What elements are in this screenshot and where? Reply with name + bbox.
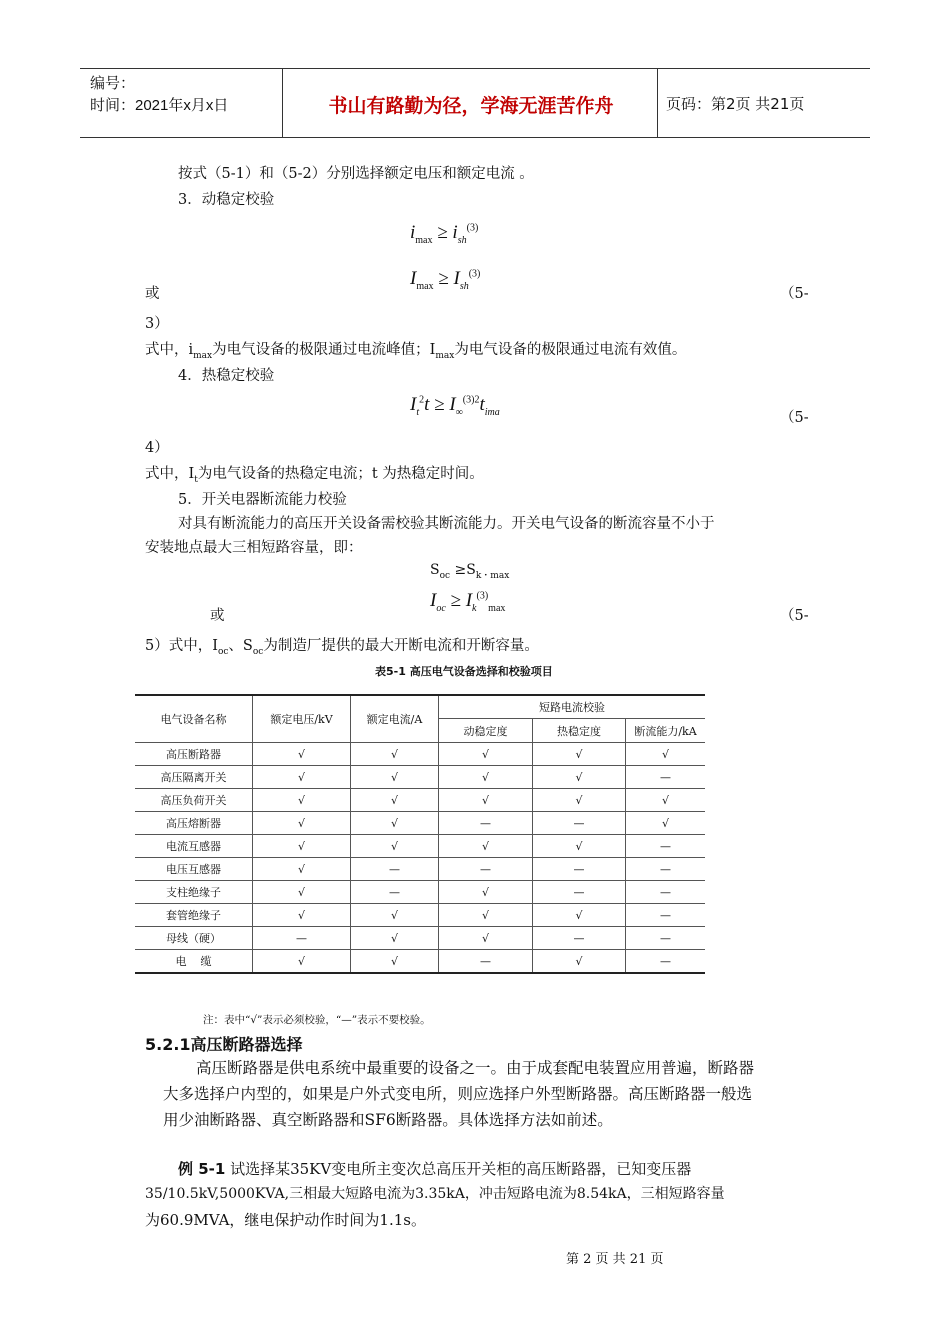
table-cell: √ — [533, 950, 626, 974]
table-cell: — — [626, 835, 706, 858]
table-row — [135, 789, 705, 812]
table-cell: 电流互感器 — [135, 835, 253, 858]
column-header: 额定电流/A — [351, 695, 439, 743]
table-cell: √ — [533, 743, 626, 766]
example-line: 例 5-1 试选择某35KV变电所主变次总高压开关柜的高压断路器，已知变压器 — [178, 1160, 692, 1178]
table-cell: — — [533, 927, 626, 950]
page-footer: 第 2 页 共 21 页 — [566, 1252, 664, 1267]
table-cell: √ — [253, 789, 351, 812]
header-left — [90, 73, 228, 117]
table-cell: √ — [351, 950, 439, 974]
equation-number: 4） — [145, 440, 169, 456]
table-cell: √ — [253, 881, 351, 904]
table-row — [135, 835, 705, 858]
table-cell: — — [626, 881, 706, 904]
table-row — [135, 743, 705, 766]
column-subheader: 断流能力/kA — [626, 719, 706, 743]
table-cell: √ — [439, 743, 533, 766]
table-cell: √ — [533, 766, 626, 789]
example-line: 35/10.5kV,5000KVA,三相最大短路电流为3.35kA，冲击短路电流为8.54kA，三相短路容量 — [145, 1186, 725, 1202]
equation-number: （5- — [780, 286, 809, 302]
table-cell: √ — [439, 927, 533, 950]
table-cell: √ — [533, 904, 626, 927]
table-cell: √ — [253, 766, 351, 789]
column-header: 额定电压/kV — [253, 695, 351, 743]
table-cell: 高压负荷开关 — [135, 789, 253, 812]
table-cell: — — [626, 858, 706, 881]
body-paragraph: 对具有断流能力的高压开关设备需校验其断流能力。开关电气设备的断流容量不小于 — [178, 516, 715, 532]
table-cell: √ — [439, 904, 533, 927]
table-cell: 高压隔离开关 — [135, 766, 253, 789]
table-cell: √ — [626, 789, 706, 812]
table-cell: — — [626, 766, 706, 789]
column-subheader: 热稳定度 — [533, 719, 626, 743]
table-cell: 电压互感器 — [135, 858, 253, 881]
equation-number: （5- — [780, 410, 809, 426]
table-cell: √ — [439, 766, 533, 789]
table-cell: 母线（硬） — [135, 927, 253, 950]
table-cell: √ — [351, 904, 439, 927]
table-cell: — — [626, 904, 706, 927]
example-label: 例 5-1 — [178, 1160, 226, 1178]
body-paragraph: 安装地点最大三相短路容量，即： — [145, 540, 363, 556]
body-line: 按式（5-1）和（5-2）分别选择额定电压和额定电流 。 — [178, 166, 534, 182]
table-note: 注：表中“√”表示必须校验，“—”表示不要校验。 — [203, 1014, 431, 1026]
table-cell: √ — [253, 904, 351, 927]
header-divider — [282, 69, 283, 137]
subheading-dynamic-stability: 3．动稳定校验 — [178, 192, 275, 208]
table-cell: √ — [351, 766, 439, 789]
table-cell: 高压断路器 — [135, 743, 253, 766]
table-cell: — — [533, 812, 626, 835]
section-paragraph: 高压断路器是供电系统中最重要的设备之一。由于成套配电装置应用普遍，断路器 — [196, 1059, 755, 1077]
table-cell: 高压熔断器 — [135, 812, 253, 835]
column-subheader: 动稳定度 — [439, 719, 533, 743]
table-cell: — — [626, 927, 706, 950]
table-cell: √ — [439, 881, 533, 904]
table-cell: √ — [533, 789, 626, 812]
or-label: 或 — [145, 286, 160, 302]
table-row — [135, 858, 705, 881]
header-page-label: 页码：第2页 共21页 — [666, 95, 805, 113]
equation-thermal: $I_t^2t \ge I_\infty^{(3)2}t_{ima}$ — [410, 394, 500, 418]
table-cell: — — [439, 858, 533, 881]
header-motto: 书山有路勤为径，学海无涯苦作舟 — [328, 95, 614, 117]
doc-number-label: 编号： — [90, 75, 136, 92]
table-row — [135, 927, 705, 950]
table-cell: √ — [253, 950, 351, 974]
table-row — [135, 950, 705, 974]
table-cell: √ — [253, 812, 351, 835]
equation-number: （5- — [780, 608, 809, 624]
table-cell: 套管绝缘子 — [135, 904, 253, 927]
header-divider — [657, 69, 658, 137]
table-cell: — — [351, 881, 439, 904]
equation-imax: $i_{max} \ge i_{sh}^{(3)}$ — [410, 222, 479, 246]
table-caption: 表5-1 高压电气设备选择和校验项目 — [375, 665, 553, 678]
table-row — [135, 904, 705, 927]
table-cell: 电 缆 — [135, 950, 253, 974]
table-cell: — — [533, 881, 626, 904]
table-cell: √ — [626, 743, 706, 766]
table-row — [135, 812, 705, 835]
section-paragraph: 用少油断路器、真空断路器和SF6断路器。具体选择方法如前述。 — [163, 1111, 613, 1129]
equation-Imax: $I_{max} \ge I_{sh}^{(3)}$ — [410, 268, 481, 292]
section-paragraph: 大多选择户内型的，如果是户外式变电所，则应选择户外型断路器。高压断路器一般选 — [163, 1085, 753, 1103]
table-cell: √ — [351, 835, 439, 858]
column-header: 电气设备名称 — [135, 695, 253, 743]
table-cell: — — [351, 858, 439, 881]
page-header — [80, 68, 870, 138]
table-cell: — — [439, 950, 533, 974]
example-line: 为60.9MVA，继电保护动作时间为1.1s。 — [145, 1211, 426, 1229]
column-group-header: 短路电流校验 — [439, 695, 706, 719]
subheading-breaking-capacity: 5．开关电器断流能力校验 — [178, 492, 347, 508]
section-title: 5.2.1高压断路器选择 — [145, 1035, 303, 1054]
equation-description: 式中，$I_t$为电气设备的热稳定电流；t 为热稳定时间。 — [145, 466, 484, 485]
table-cell: √ — [351, 789, 439, 812]
table-row — [135, 881, 705, 904]
table-cell: 支柱绝缘子 — [135, 881, 253, 904]
table-cell: √ — [533, 835, 626, 858]
equation-number: 3） — [145, 316, 169, 332]
table-cell: √ — [439, 789, 533, 812]
table-cell: √ — [626, 812, 706, 835]
table-cell: √ — [351, 927, 439, 950]
table-cell: — — [439, 812, 533, 835]
equation-description: 5）式中，$I_{oc}$、$S_{oc}$为制造厂提供的最大开断电流和开断容量。 — [145, 638, 539, 657]
table-cell: — — [533, 858, 626, 881]
table-cell: √ — [439, 835, 533, 858]
subheading-thermal-stability: 4．热稳定校验 — [178, 368, 275, 384]
table-cell: √ — [351, 743, 439, 766]
table-row — [135, 766, 705, 789]
table-cell: √ — [253, 743, 351, 766]
equipment-table — [135, 694, 705, 974]
table-cell: — — [626, 950, 706, 974]
equation-description: 式中，$i_{max}$为电气设备的极限通过电流峰值；$I_{max}$为电气设备的极限通过电流有效值。 — [145, 342, 687, 361]
table-cell: √ — [253, 858, 351, 881]
or-label: 或 — [210, 608, 225, 624]
table-cell: — — [253, 927, 351, 950]
equation-soc: $S_{oc} \ge S_{k・max}$ — [430, 562, 510, 581]
table-cell: √ — [253, 835, 351, 858]
doc-date-label: 时间：2021年x月x日 — [90, 97, 229, 114]
table-cell: √ — [351, 812, 439, 835]
equation-ioc: $I_{oc} \ge I_k^{(3)}_{max}$ — [430, 590, 506, 614]
